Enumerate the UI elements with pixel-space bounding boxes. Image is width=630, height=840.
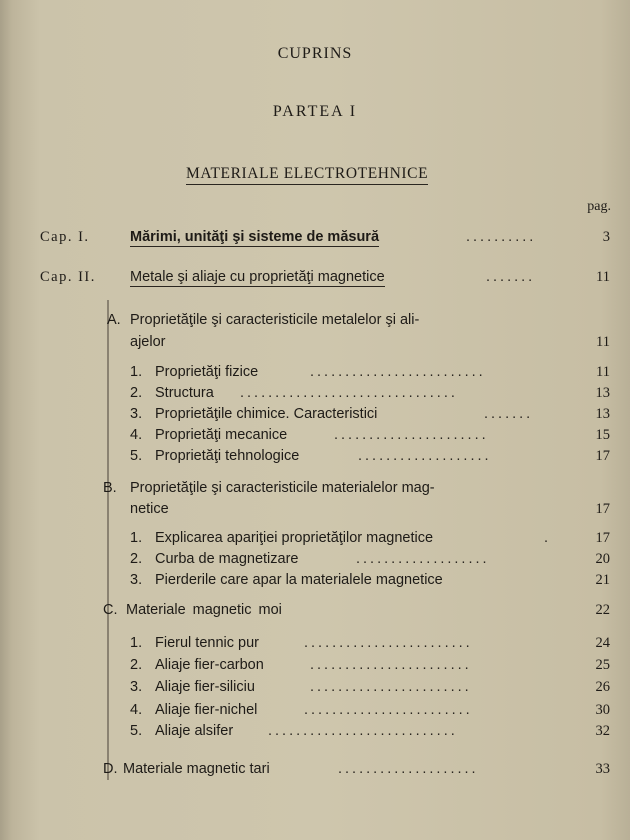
item-number: 1.: [130, 635, 143, 651]
item-title: Aliaje alsifer: [155, 723, 234, 739]
leader-dots: ...............................: [240, 385, 458, 401]
item-number: 3.: [130, 572, 143, 588]
item-page: 20: [595, 551, 610, 567]
toc-item: [0, 406, 630, 426]
item-page: 24: [595, 635, 610, 651]
item-number: 1.: [130, 530, 143, 546]
section-letter: A.: [107, 312, 121, 328]
toc-item: [0, 635, 630, 655]
toc-item: [0, 551, 630, 571]
leader-dots: .........................: [310, 364, 486, 380]
item-number: 5.: [130, 723, 143, 739]
item-number: 5.: [130, 448, 143, 464]
item-page: 13: [595, 406, 610, 422]
item-page: 25: [595, 657, 610, 673]
section-title: Materiale magnetic moi: [126, 602, 282, 618]
toc-item: [0, 679, 630, 699]
toc-item: [0, 702, 630, 722]
item-title: Fierul tennic pur: [155, 635, 259, 651]
leader-dots: ......................: [334, 427, 489, 443]
toc-section-b: [0, 480, 630, 500]
leader-dots: .......: [486, 269, 536, 285]
item-number: 2.: [130, 657, 143, 673]
item-page: 32: [595, 723, 610, 739]
section-letter: C.: [103, 602, 118, 618]
item-number: 1.: [130, 364, 143, 380]
item-page: 17: [595, 448, 610, 464]
item-page: 15: [595, 427, 610, 443]
item-number: 3.: [130, 679, 143, 695]
item-number: 4.: [130, 702, 143, 718]
toc-item: [0, 427, 630, 447]
section-title-line1: Proprietăţile şi caracteristicile materialelor mag-: [130, 480, 435, 496]
leader-dots: ........................: [304, 702, 473, 718]
chapter-number: Cap. II.: [40, 269, 96, 285]
item-title: Proprietăţi tehnologice: [155, 448, 300, 464]
leader-dots: .......................: [310, 679, 472, 695]
section-title-line2: ajelor: [130, 334, 166, 350]
section-page: 33: [595, 761, 610, 777]
section-title-line2: netice: [130, 501, 169, 517]
leader-dots: .: [544, 530, 552, 546]
toc-chapter-1: [0, 229, 630, 249]
chapter-page: 11: [596, 269, 610, 285]
section-heading: MATERIALE ELECTROTEHNICE: [186, 165, 428, 185]
item-title: Proprietăţi fizice: [155, 364, 259, 380]
item-number: 2.: [130, 385, 143, 401]
toc-item: [0, 448, 630, 468]
leader-dots: .......: [484, 406, 534, 422]
item-page: 17: [595, 530, 610, 546]
toc-heading: CUPRINS: [277, 45, 353, 62]
section-page: 22: [595, 602, 610, 618]
part-heading: PARTEA I: [272, 103, 358, 120]
toc-item: [0, 657, 630, 677]
chapter-page: 3: [602, 229, 610, 245]
leader-dots: ...................: [358, 448, 492, 464]
item-page: 30: [595, 702, 610, 718]
section-page: 11: [596, 334, 610, 350]
leader-dots: ..........: [466, 229, 537, 245]
section-letter: B.: [103, 480, 117, 496]
section-letter: D.: [103, 761, 118, 777]
toc-chapter-2: [0, 269, 630, 289]
item-title: Structura: [155, 385, 214, 401]
toc-item: [0, 385, 630, 405]
item-title: Aliaje fier-siliciu: [155, 679, 255, 695]
item-page: 11: [596, 364, 610, 380]
item-title: Aliaje fier-nichel: [155, 702, 258, 718]
toc-section-a: [0, 312, 630, 332]
item-title: Pierderile care apar la materialele magnetice: [155, 572, 443, 588]
section-page: 17: [595, 501, 610, 517]
chapter-title: Metale şi aliaje cu proprietăţi magnetice: [130, 269, 385, 285]
item-page: 26: [595, 679, 610, 695]
toc-section-d: [0, 761, 630, 781]
leader-dots: ....................: [338, 761, 479, 777]
item-title: Proprietăţi mecanice: [155, 427, 288, 443]
item-number: 3.: [130, 406, 143, 422]
toc-item: [0, 530, 630, 550]
toc-item: [0, 572, 630, 592]
item-number: 4.: [130, 427, 143, 443]
item-title: Proprietăţile chimice. Caracteristici: [155, 406, 378, 422]
chapter-title: Mărimi, unităţi şi sisteme de măsură: [130, 229, 380, 245]
section-title-line1: Proprietăţile şi caracteristicile metalelor şi ali-: [130, 312, 420, 328]
item-title: Curba de magnetizare: [155, 551, 299, 567]
item-page: 13: [595, 385, 610, 401]
leader-dots: ........................: [304, 635, 473, 651]
leader-dots: ...........................: [268, 723, 458, 739]
toc-section-a-cont: [0, 334, 630, 354]
item-title: Explicarea apariţiei proprietăţilor magnetice: [155, 530, 434, 546]
section-title: Materiale magnetic tari: [123, 761, 270, 777]
toc-item: [0, 723, 630, 743]
toc-item: [0, 364, 630, 384]
item-number: 2.: [130, 551, 143, 567]
chapter-number: Cap. I.: [40, 229, 90, 245]
item-title: Aliaje fier-carbon: [155, 657, 264, 673]
page-column-label: pag.: [587, 199, 611, 214]
leader-dots: .......................: [310, 657, 472, 673]
item-page: 21: [595, 572, 610, 588]
leader-dots: ...................: [356, 551, 490, 567]
toc-section-b-cont: [0, 501, 630, 521]
toc-section-c: [0, 602, 630, 622]
